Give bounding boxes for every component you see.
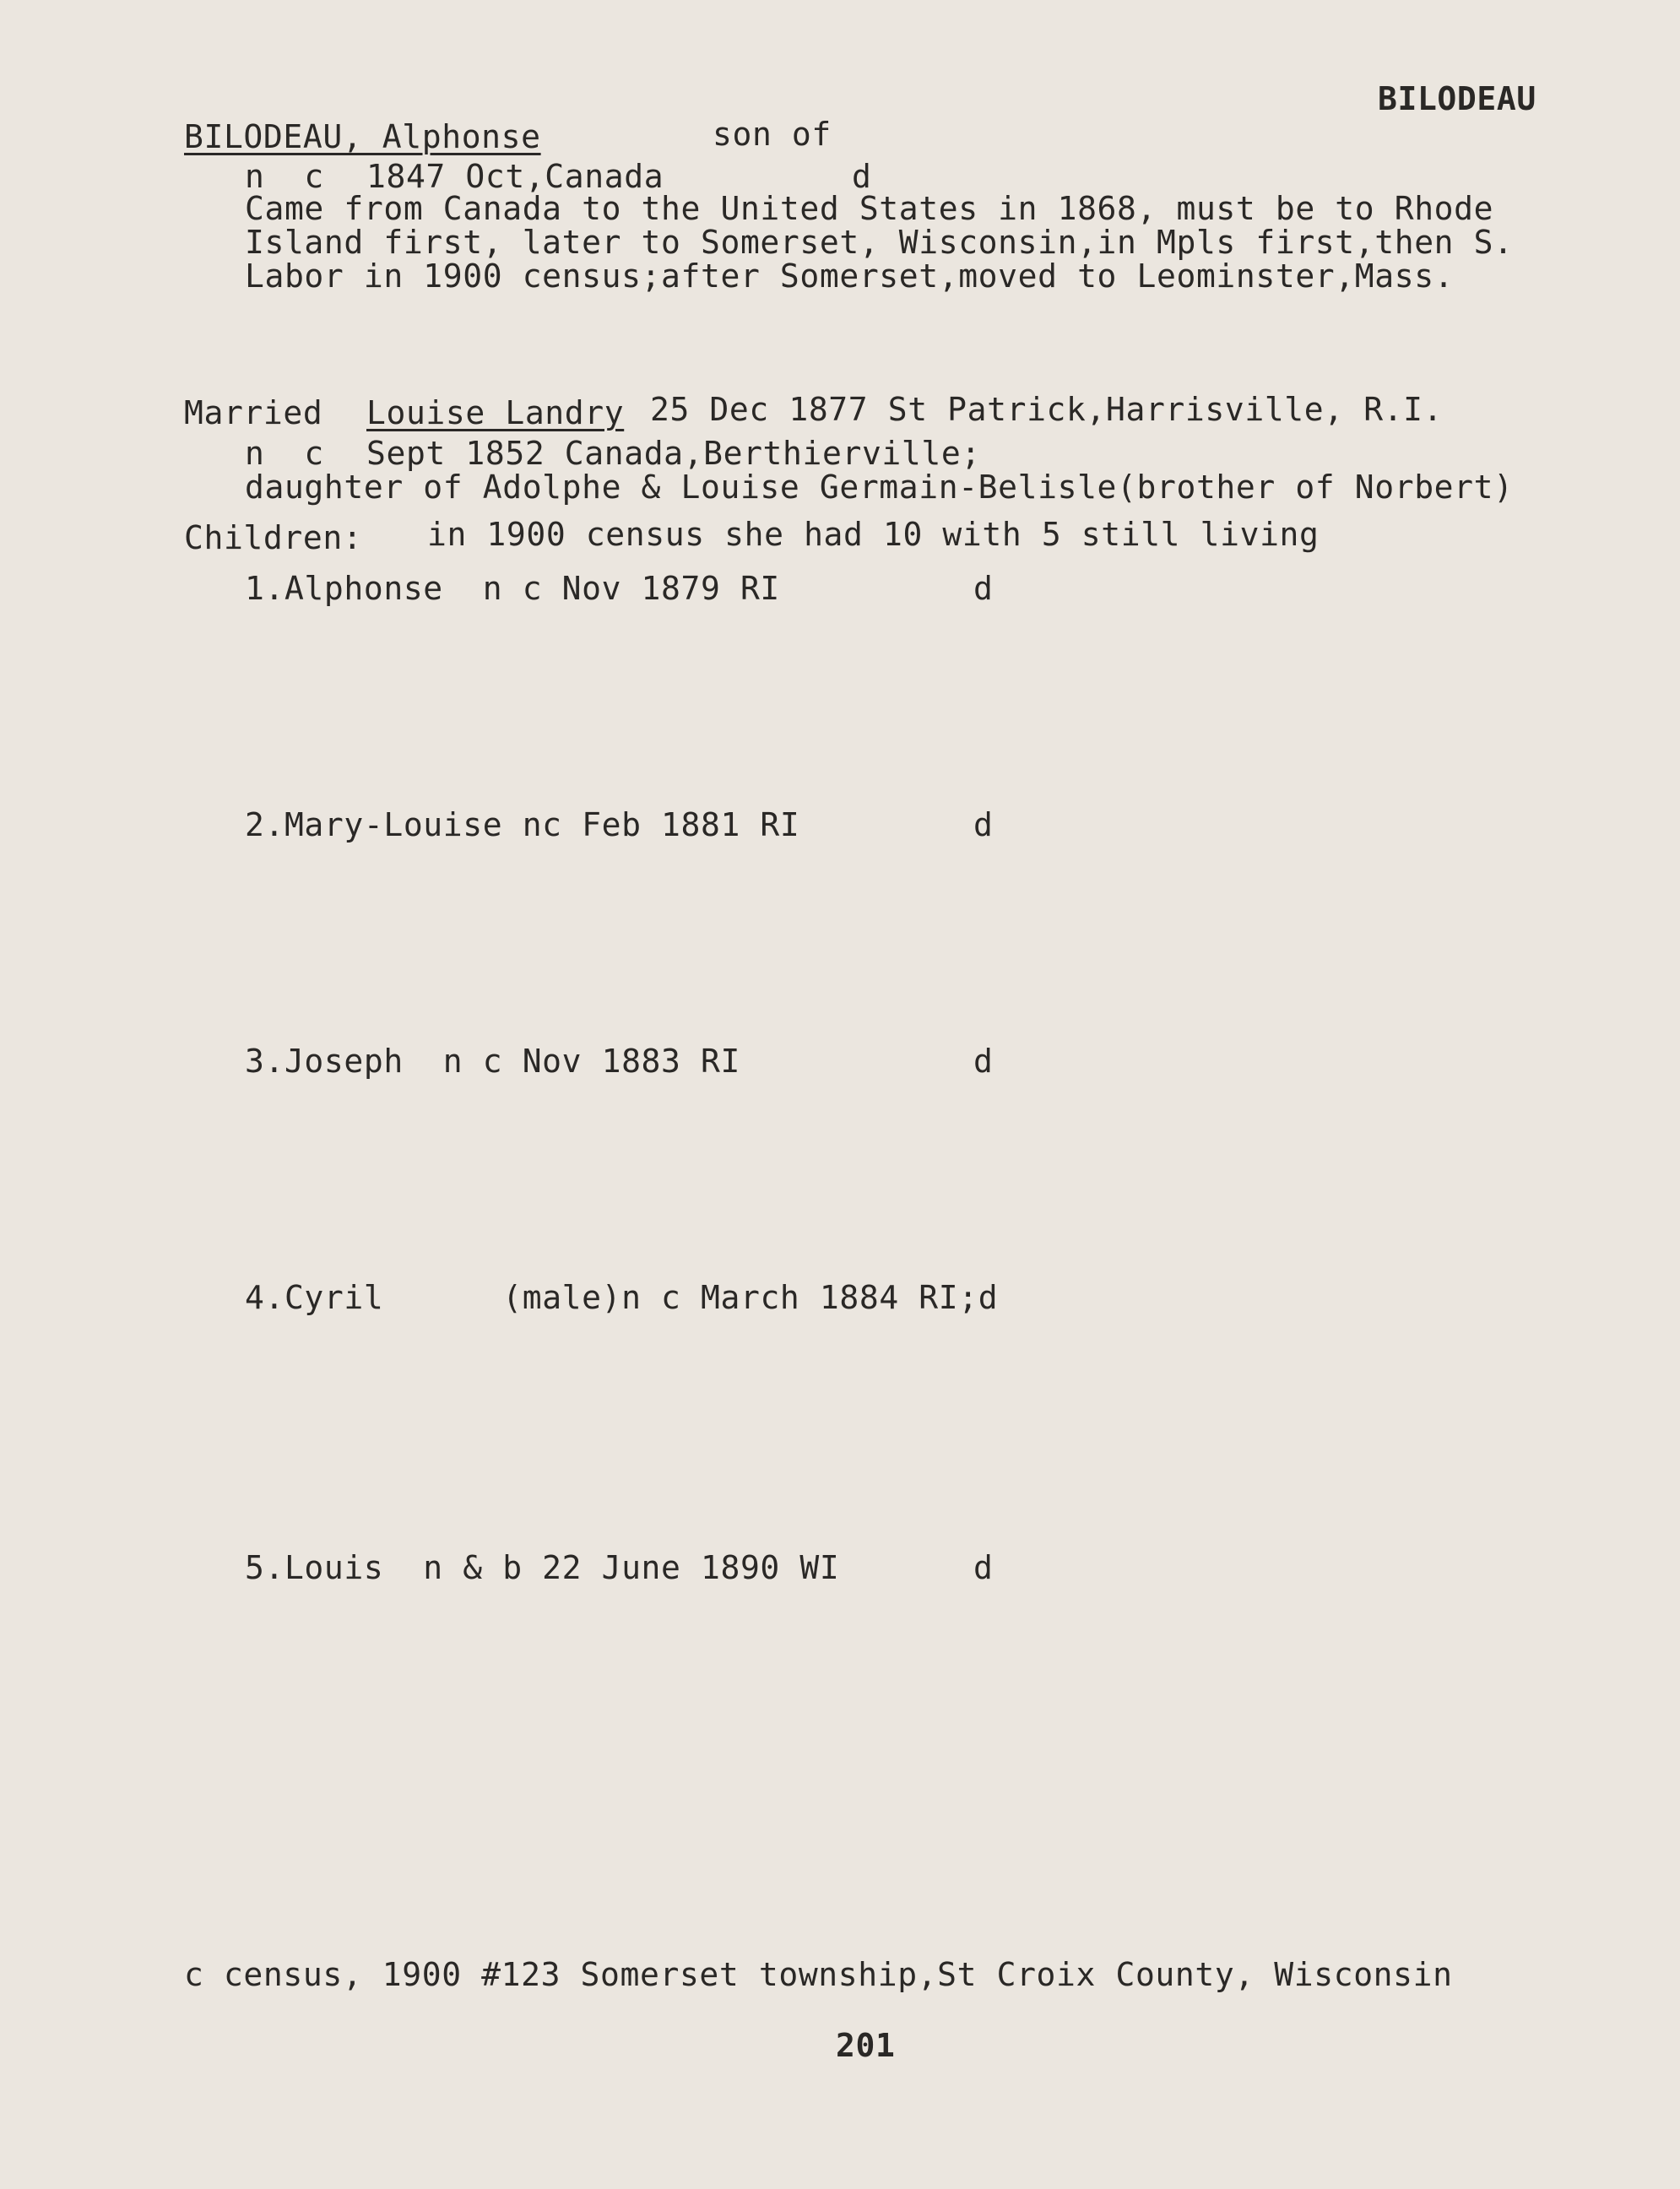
subject-death-label: d [852, 158, 872, 195]
child-entry: 5.Louis n & b 22 June 1890 WI [245, 1549, 840, 1586]
subject-birth-info: 1847 Oct,Canada [366, 158, 664, 195]
page-number: 201 [836, 2027, 896, 2064]
marriage-details: 25 Dec 1877 St Patrick,Harrisville, R.I. [650, 391, 1444, 428]
child-entry: 2.Mary-Louise nc Feb 1881 RI [245, 806, 800, 843]
child-death-label: d [973, 806, 994, 843]
bio-line: Came from Canada to the United States in 1868, must be to Rhode [245, 190, 1494, 227]
married-label: Married [184, 394, 323, 431]
spouse-parents: daughter of Adolphe & Louise Germain-Belisle(brother of Norbert) [245, 469, 1514, 506]
bio-line: Labor in 1900 census;after Somerset,moved to Leominster,Mass. [245, 257, 1455, 295]
spouse-birth-prefix: n c [245, 435, 324, 472]
child-death-label: d [973, 570, 994, 607]
source-note: c census, 1900 #123 Somerset township,St Croix County, Wisconsin [184, 1956, 1453, 1993]
erased-text-smudge [383, 1279, 502, 1316]
bio-line: Island first, later to Somerset, Wisconsin,in Mpls first,then S. [245, 224, 1514, 261]
spouse-name: Louise Landry [366, 394, 625, 431]
child-death-label: d [973, 1549, 994, 1586]
child-entry [245, 1281, 998, 1314]
child-death-label: d [973, 1043, 994, 1080]
child-entry-end: (male)n c March 1884 RI;d [502, 1279, 999, 1316]
parent-label: son of [713, 116, 832, 153]
child-entry-start: 4.Cyril [245, 1279, 384, 1316]
child-entry: 1.Alphonse n c Nov 1879 RI [245, 570, 780, 607]
subject-birth-prefix: n c [245, 158, 324, 195]
subject-name: BILODEAU, Alphonse [184, 118, 541, 155]
children-note: in 1900 census she had 10 with 5 still living [427, 516, 1320, 553]
surname-header: BILODEAU [1378, 80, 1536, 117]
children-label: Children: [184, 519, 363, 556]
spouse-birth-info: Sept 1852 Canada,Berthierville; [366, 435, 981, 472]
child-entry: 3.Joseph n c Nov 1883 RI [245, 1043, 740, 1080]
